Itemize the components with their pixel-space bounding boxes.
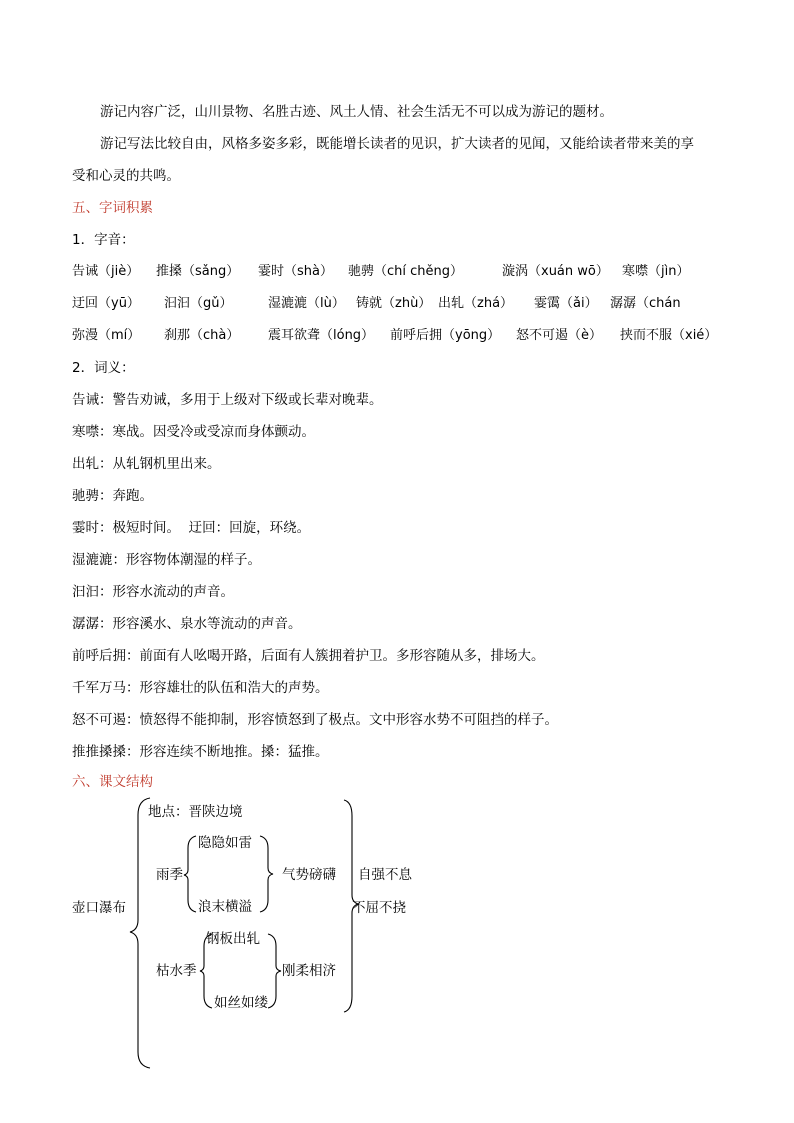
structure-dry-result: 刚柔相济 bbox=[282, 963, 336, 979]
pron-item: 潺潺（chán bbox=[610, 296, 681, 311]
pron-item: 前呼后拥（yōng） bbox=[390, 328, 501, 343]
intro-paragraph-2-line-1: 游记写法比较自由，风格多姿多彩，既能增长读者的见识，扩大读者的见闻，又能给读者带来美的享 bbox=[100, 136, 694, 152]
definition-item: 汩汩：形容水流动的声音。 bbox=[72, 584, 234, 600]
pron-item: 霎霭（ǎi） bbox=[534, 296, 598, 311]
definition-item: 前呼后拥：前面有人吆喝开路，后面有人簇拥着护卫。多形容随从多，排场大。 bbox=[72, 648, 545, 664]
pron-item: 告诫（jiè） bbox=[72, 264, 140, 279]
definitions-subheading: 2．词义： bbox=[72, 360, 135, 376]
structure-conclusion: 不屈不挠 bbox=[352, 900, 406, 916]
pron-item: 推搡（sǎng） bbox=[156, 264, 240, 279]
definition-item: 潺潺：形容溪水、泉水等流动的声音。 bbox=[72, 616, 302, 632]
definition-item: 驰骋：奔跑。 bbox=[72, 488, 153, 504]
pron-item: 汩汩（gǔ） bbox=[164, 296, 233, 311]
definition-item: 怒不可遏：愤怒得不能抑制，形容愤怒到了极点。文中形容水势不可阻挡的样子。 bbox=[72, 712, 558, 728]
definition-item: 霎时：极短时间。 迂回：回旋，环绕。 bbox=[72, 520, 311, 536]
pron-item: 湿漉漉（lù） bbox=[268, 296, 345, 311]
definition-item: 出轧：从轧钢机里出来。 bbox=[72, 456, 221, 472]
pron-item: 铸就（zhù） bbox=[356, 296, 432, 311]
structure-rainy-item: 浪末横溢 bbox=[198, 899, 252, 915]
structure-dry-item: 钢板出轧 bbox=[206, 931, 260, 947]
structure-location: 地点：晋陕边境 bbox=[148, 804, 243, 820]
structure-conclusion: 自强不息 bbox=[358, 867, 412, 883]
pron-item: 刹那（chà） bbox=[164, 328, 240, 343]
pron-item: 怒不可遏（è） bbox=[516, 328, 602, 343]
pron-item: 迂回（yū） bbox=[72, 296, 140, 311]
structure-rainy-item: 隐隐如雷 bbox=[198, 835, 252, 851]
structure-dry-item: 如丝如缕 bbox=[214, 995, 268, 1011]
pron-item: 挟而不服（xié） bbox=[620, 328, 718, 343]
definition-item: 湿漉漉：形容物体潮湿的样子。 bbox=[72, 552, 261, 568]
intro-paragraph-2-line-2: 受和心灵的共鸣。 bbox=[72, 168, 180, 184]
section-5-heading: 五、字词积累 bbox=[72, 200, 153, 216]
pron-item: 霎时（shà） bbox=[258, 264, 333, 279]
pron-item: 驰骋（chí chěng） bbox=[348, 264, 464, 279]
structure-rainy-result: 气势磅礴 bbox=[282, 867, 336, 883]
pron-item: 漩涡（xuán wō） bbox=[502, 264, 609, 279]
section-6-heading: 六、课文结构 bbox=[72, 774, 153, 790]
pron-item: 弥漫（mí） bbox=[72, 328, 141, 343]
pron-item: 寒噤（jìn） bbox=[622, 264, 690, 279]
pron-item: 震耳欲聋（lóng） bbox=[268, 328, 375, 343]
pronunciation-subheading: 1．字音： bbox=[72, 232, 135, 248]
structure-rainy-season: 雨季 bbox=[156, 867, 183, 883]
intro-paragraph-1: 游记内容广泛，山川景物、名胜古迹、风土人情、社会生活无不可以成为游记的题材。 bbox=[100, 104, 613, 120]
definition-item: 告诫：警告劝诫，多用于上级对下级或长辈对晚辈。 bbox=[72, 392, 383, 408]
definition-item: 推推搡搡：形容连续不断地推。搡：猛推。 bbox=[72, 744, 329, 760]
definition-item: 寒噤：寒战。因受冷或受凉而身体颤动。 bbox=[72, 424, 315, 440]
pron-item: 出轧（zhá） bbox=[438, 296, 514, 311]
definition-item: 千军万马：形容雄壮的队伍和浩大的声势。 bbox=[72, 680, 329, 696]
structure-root: 壶口瀑布 bbox=[72, 900, 126, 916]
structure-dry-season: 枯水季 bbox=[156, 963, 197, 979]
